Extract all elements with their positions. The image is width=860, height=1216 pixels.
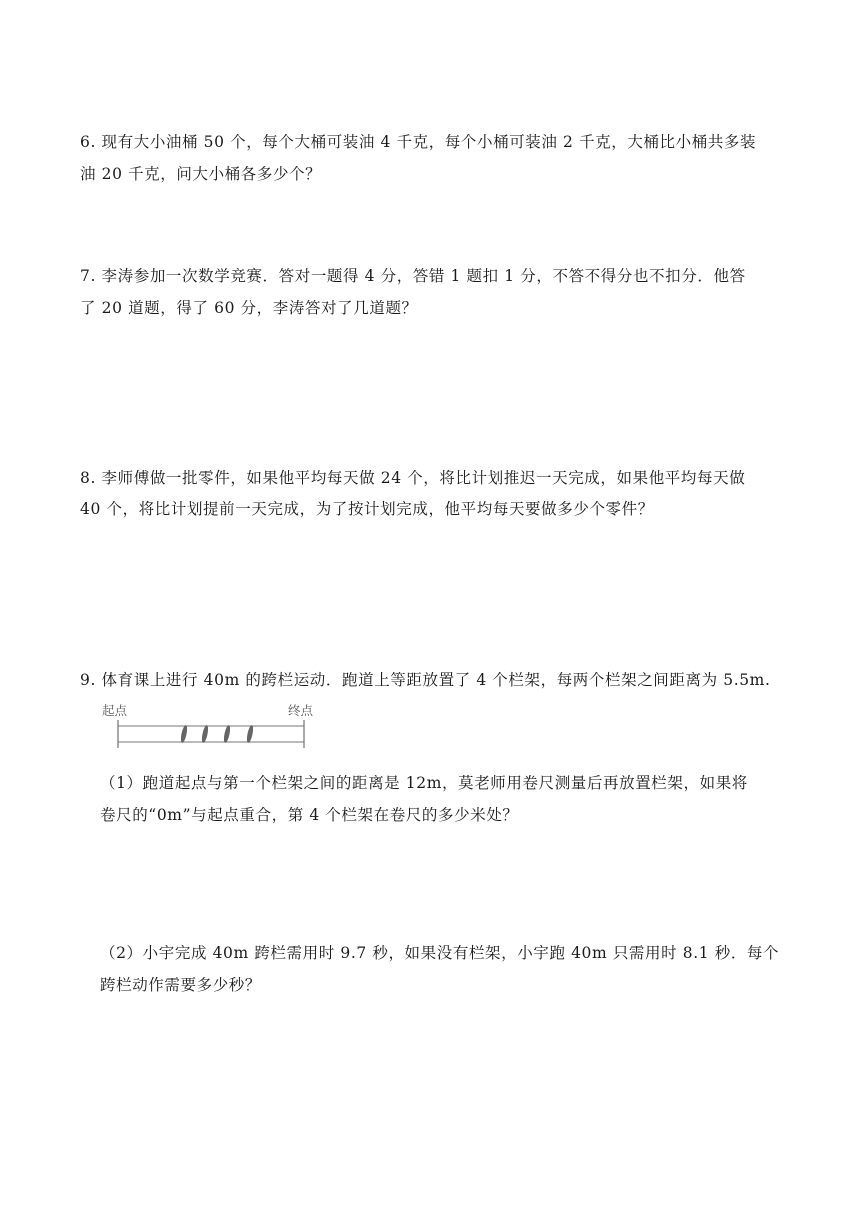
question-6-line-2: 油 20 千克，问大小桶各多少个？ <box>80 165 322 183</box>
question-9-sub-1-line-1: （1）跑道起点与第一个栏架之间的距离是 12m，莫老师用卷尺测量后再放置栏架，如果将 <box>100 774 748 792</box>
hurdle-3 <box>223 725 232 744</box>
hurdle-2 <box>201 725 210 744</box>
hurdle-4 <box>246 725 255 744</box>
hurdle-track-diagram <box>100 702 330 752</box>
start-label: 起点 <box>102 704 128 718</box>
question-9-sub-1-line-2: 卷尺的“0m”与起点重合，第 4 个栏架在卷尺的多少米处？ <box>100 806 519 824</box>
hurdle-track-figure <box>100 702 330 752</box>
question-9-sub-2-line-1: （2）小宇完成 40m 跨栏需用时 9.7 秒，如果没有栏架，小宇跑 40m 只需用时 8.1 秒．每个 <box>100 944 780 962</box>
finish-label: 终点 <box>288 704 314 718</box>
question-9-line-1: 9. 体育课上进行 40m 的跨栏运动．跑道上等距放置了 4 个栏架，每两个栏架之间距离为 5.5m. <box>80 671 771 689</box>
question-8-line-1: 8. 李师傅做一批零件，如果他平均每天做 24 个，将比计划推迟一天完成，如果他平均每天做 <box>80 469 746 487</box>
hurdle-1 <box>180 725 189 744</box>
question-6-line-1: 6. 现有大小油桶 50 个，每个大桶可装油 4 千克，每个小桶可装油 2 千克，大桶比小桶共多装 <box>80 133 757 151</box>
question-7-line-1: 7. 李涛参加一次数学竞赛．答对一题得 4 分，答错 1 题扣 1 分，不答不得分也不扣分．他答 <box>80 267 746 285</box>
question-7-line-2: 了 20 道题，得了 60 分，李涛答对了几道题？ <box>80 299 418 317</box>
question-8-line-2: 40 个，将比计划提前一天完成，为了按计划完成，他平均每天要做多少个零件？ <box>80 500 654 518</box>
question-9-sub-2-line-2: 跨栏动作需要多少秒？ <box>100 976 262 994</box>
